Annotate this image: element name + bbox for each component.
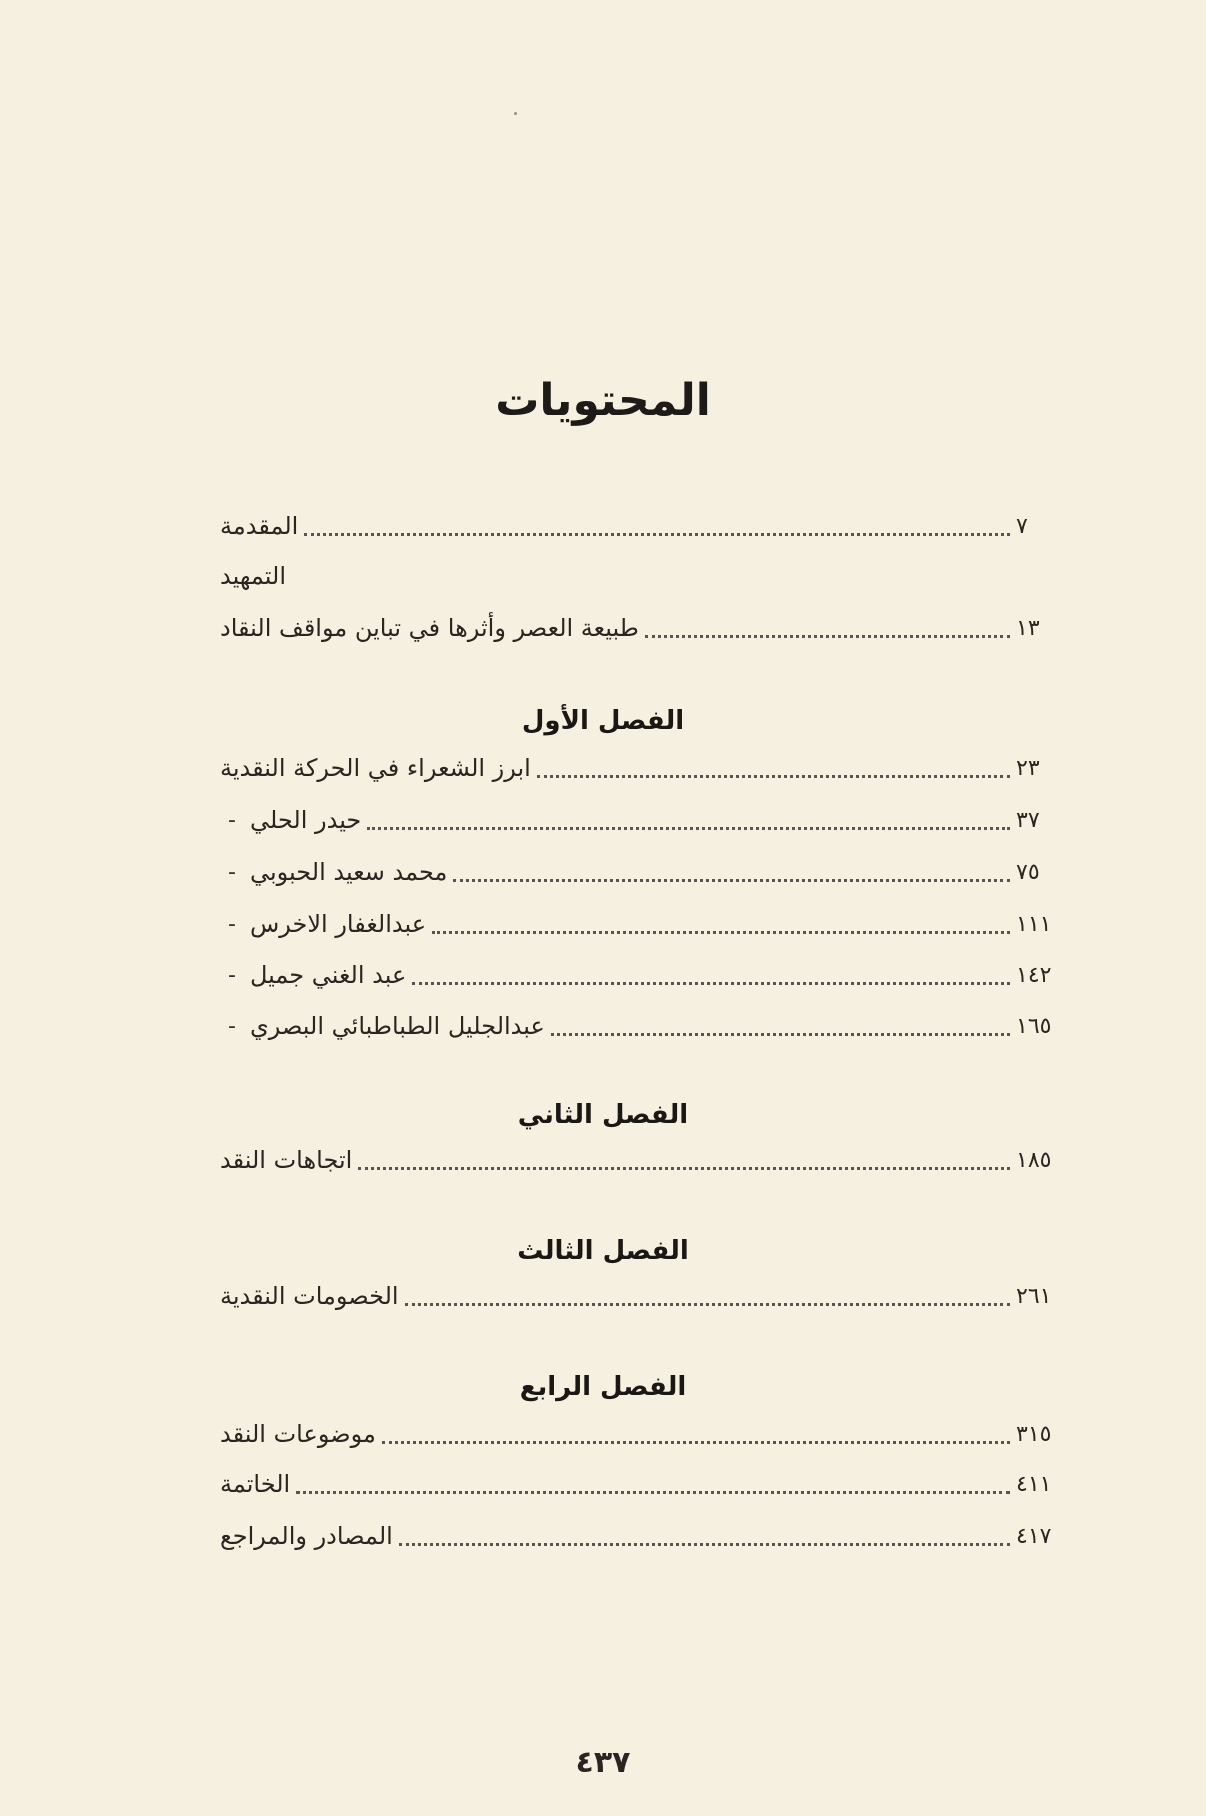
dash-marker: - [228, 1013, 236, 1039]
dot-leader [412, 982, 1010, 985]
dash-marker: - [228, 859, 236, 885]
dot-leader [399, 1543, 1010, 1546]
chapter-heading: الفصل الثالث [517, 1236, 689, 1266]
toc-entry [206, 556, 1076, 596]
entry-page: ١٨٥ [1016, 1147, 1052, 1173]
toc-entry [206, 748, 1076, 788]
toc-subentry [206, 904, 1076, 944]
entry-label: المصادر والمراجع [220, 1522, 393, 1550]
entry-page: ٧٥ [1016, 859, 1040, 885]
dash-marker: - [228, 962, 236, 988]
entry-label: التمهيد [220, 562, 286, 590]
toc-subentry [206, 955, 1076, 995]
entry-label: موضوعات النقد [220, 1420, 376, 1448]
entry-label: ابرز الشعراء في الحركة النقدية [220, 754, 531, 782]
dash-marker: - [228, 911, 236, 937]
dot-leader [537, 775, 1010, 778]
dot-leader [551, 1033, 1010, 1036]
chapter-heading: الفصل الرابع [519, 1372, 687, 1402]
toc-subentry [206, 1006, 1076, 1046]
speck [514, 112, 517, 115]
entry-page: ٢٦١ [1016, 1283, 1052, 1309]
entry-page: ١٦٥ [1016, 1013, 1052, 1039]
entry-page: ١١١ [1016, 911, 1052, 937]
page-title: المحتويات [495, 375, 711, 426]
dot-leader [405, 1303, 1010, 1306]
dot-leader [645, 635, 1010, 638]
dot-leader [304, 533, 1010, 536]
toc-entry [206, 1464, 1076, 1504]
entry-page: ١٣ [1016, 615, 1040, 641]
dot-leader [432, 931, 1010, 934]
entry-label: عبدالغفار الاخرس [249, 910, 427, 938]
toc-entry [206, 1516, 1076, 1556]
toc-subentry [206, 852, 1076, 892]
chapter-heading: الفصل الثاني [517, 1100, 689, 1130]
dot-leader [296, 1491, 1010, 1494]
toc-entry [206, 608, 1076, 648]
entry-label: المقدمة [220, 512, 299, 540]
entry-label: الخصومات النقدية [220, 1282, 399, 1310]
entry-label: محمد سعيد الحبوبي [249, 858, 448, 886]
dash-marker: - [228, 807, 236, 833]
toc-entry [206, 1414, 1076, 1454]
entry-label: اتجاهات النقد [220, 1146, 353, 1174]
dot-leader [358, 1167, 1010, 1170]
toc-entry [206, 1140, 1076, 1180]
entry-label: طبيعة العصر وأثرها في تباين مواقف النقاد [220, 614, 639, 642]
entry-page: ٤١٧ [1016, 1523, 1052, 1549]
dot-leader [367, 827, 1010, 830]
entry-page: ١٤٢ [1016, 962, 1052, 988]
entry-page: ٢٣ [1016, 755, 1040, 781]
toc-entry [206, 1276, 1076, 1316]
chapter-heading: الفصل الأول [521, 706, 685, 736]
toc-subentry [206, 800, 1076, 840]
entry-page: ٣٧ [1016, 807, 1040, 833]
entry-label: الخاتمة [220, 1470, 291, 1498]
entry-label: حيدر الحلي [249, 806, 362, 834]
dot-leader [453, 879, 1010, 882]
toc-entry [206, 506, 1076, 546]
entry-label: عبد الغني جميل [249, 961, 407, 989]
dot-leader [382, 1441, 1010, 1444]
entry-label: عبدالجليل الطباطبائي البصري [249, 1012, 545, 1040]
entry-page: ٧ [1016, 513, 1028, 539]
page-number: ٤٣٧ [575, 1745, 631, 1780]
entry-page: ٤١١ [1016, 1471, 1052, 1497]
entry-page: ٣١٥ [1016, 1421, 1052, 1447]
